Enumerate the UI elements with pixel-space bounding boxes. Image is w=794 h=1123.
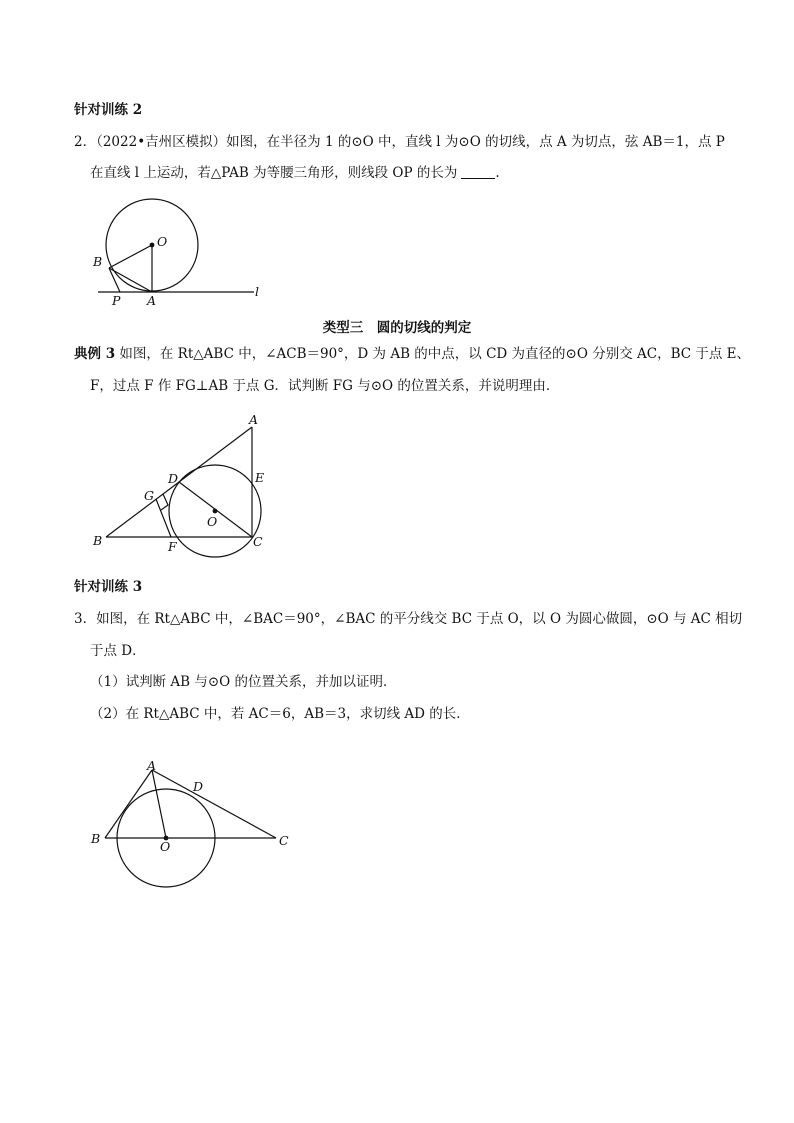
type-3-title: 类型三 圆的切线的判定 xyxy=(322,320,472,336)
fig3-label-O: O xyxy=(160,839,171,854)
example-3-label: 典例 3 xyxy=(74,346,116,362)
section-heading-training-3: 针对训练 3 xyxy=(74,579,143,595)
fig1-label-B: B xyxy=(93,254,103,269)
fig2-label-A: A xyxy=(249,412,259,427)
fig3-segment-AB xyxy=(105,770,152,838)
problem-2-line-1: 2．（2022•吉州区模拟）如图，在半径为 1 的⊙O 中，直线 l 为⊙O 的切线，点 A 为切点，弦 AB＝1，点 P xyxy=(74,134,725,150)
problem-2-line-2-text: 在直线 l 上运动，若△PAB 为等腰三角形，则线段 OP 的长为 xyxy=(90,165,458,181)
fig3-label-D: D xyxy=(193,779,204,794)
fig3-label-C: C xyxy=(279,833,289,848)
fig2-label-C: C xyxy=(253,534,263,549)
fig2-label-E: E xyxy=(255,470,265,485)
fig2-label-B: B xyxy=(93,533,103,548)
problem-3-question-2: （2）在 Rt△ABC 中，若 AC＝6，AB＝3，求切线 AD 的长． xyxy=(90,706,470,722)
fig1-label-P: P xyxy=(112,293,121,308)
fig2-label-G: G xyxy=(144,488,154,503)
problem-3-question-1: （1）试判断 AB 与⊙O 的位置关系，并加以证明． xyxy=(90,674,397,690)
fig3-label-B: B xyxy=(91,831,101,846)
fig3-segment-AO xyxy=(152,770,166,838)
problem-2-end: . xyxy=(495,165,500,181)
fig2-label-O: O xyxy=(207,514,218,529)
fig3-label-A: A xyxy=(147,758,157,773)
fig1-label-O: O xyxy=(157,234,168,249)
fig2-label-F: F xyxy=(168,539,177,554)
section-heading-training-2: 针对训练 2 xyxy=(74,102,143,118)
problem-3-line-1: 3．如图，在 Rt△ABC 中，∠BAC＝90°，∠BAC 的平分线交 BC 于点 O，以 O 为圆心做圆，⊙O 与 AC 相切 xyxy=(74,611,743,627)
fig1-label-l: l xyxy=(255,284,259,299)
fig2-label-D: D xyxy=(168,471,179,486)
fig1-label-A: A xyxy=(147,293,157,308)
example-3-line-1-text: 如图，在 Rt△ABC 中，∠ACB＝90°，D 为 AB 的中点，以 CD 为直径的⊙O 分别交 AC，BC 于点 E、 xyxy=(119,346,751,362)
example-3-line-2: F，过点 F 作 FG⊥AB 于点 G．试判断 FG 与⊙O 的位置关系，并说明理由． xyxy=(90,378,560,394)
problem-3-line-2: 于点 D． xyxy=(90,643,146,659)
